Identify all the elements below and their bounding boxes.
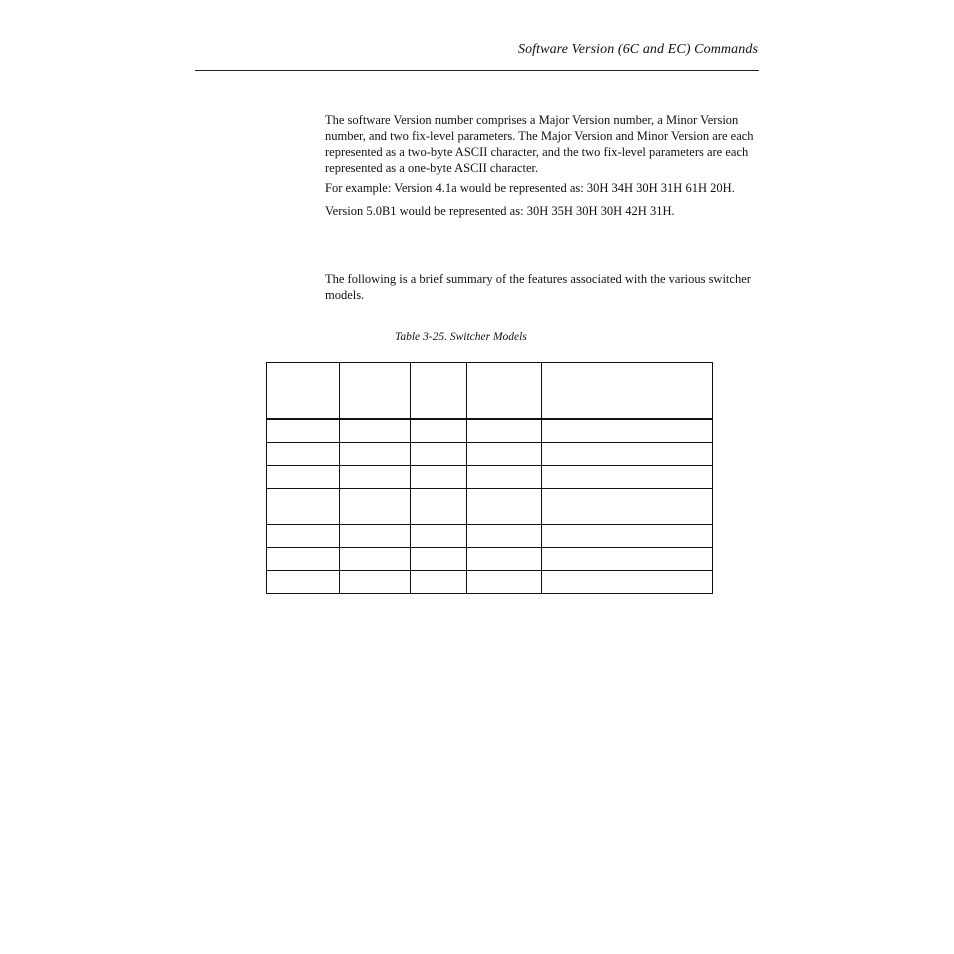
table-cell [467,489,542,525]
table-cell [340,489,411,525]
paragraph-example-1: For example: Version 4.1a would be represented as: 30H 34H 30H 31H 61H 20H. [325,181,735,195]
table-row [267,525,713,548]
table-cell [340,525,411,548]
table-cell [267,489,340,525]
table-row [267,489,713,525]
table-cell [340,419,411,443]
table-header-cell [542,363,713,420]
table-cell [340,443,411,466]
table-cell [467,419,542,443]
table-cell [542,443,713,466]
table-row [267,571,713,594]
table-row [267,466,713,489]
table-row [267,548,713,571]
table-cell [267,548,340,571]
table-cell [467,548,542,571]
paragraph-example-2: Version 5.0B1 would be represented as: 30H 35H 30H 30H 42H 31H. [325,204,675,218]
table-cell [542,489,713,525]
table-cell [411,466,467,489]
table-cell [411,571,467,594]
table-cell [411,548,467,571]
table-cell [267,419,340,443]
table-header-cell [467,363,542,420]
table-cell [467,571,542,594]
paragraph-version-description: The software Version number comprises a Major Version number, a Minor Version number, and two fix-level parameters. The Major Version and Minor Version are each represented as a two-byte ASCII character, and the two fix-level parameters are each represented as a one-byte ASCII character. [325,113,754,175]
table-cell [542,466,713,489]
switcher-models-table [266,362,713,594]
table-cell [267,443,340,466]
table-cell [542,571,713,594]
table-caption: Table 3-25. Switcher Models [395,331,527,343]
table-header-cell [411,363,467,420]
table-cell [542,548,713,571]
table-cell [542,525,713,548]
table-header-row [267,363,713,420]
running-header: Software Version (6C and EC) Commands [517,42,758,57]
table-cell [411,419,467,443]
table-cell [467,525,542,548]
table-cell [340,466,411,489]
table-cell [267,466,340,489]
table-cell [340,571,411,594]
table-cell [267,525,340,548]
table-cell [411,489,467,525]
paragraph-summary-intro: The following is a brief summary of the features associated with the various switcher models. [325,272,751,302]
table-header-cell [340,363,411,420]
table-cell [467,443,542,466]
table-cell [411,443,467,466]
table-cell [340,548,411,571]
table-cell [267,571,340,594]
table-cell [467,466,542,489]
table-header-cell [267,363,340,420]
table-cell [411,525,467,548]
table-row [267,443,713,466]
table-cell [542,419,713,443]
header-rule [195,70,759,71]
table-row [267,419,713,443]
